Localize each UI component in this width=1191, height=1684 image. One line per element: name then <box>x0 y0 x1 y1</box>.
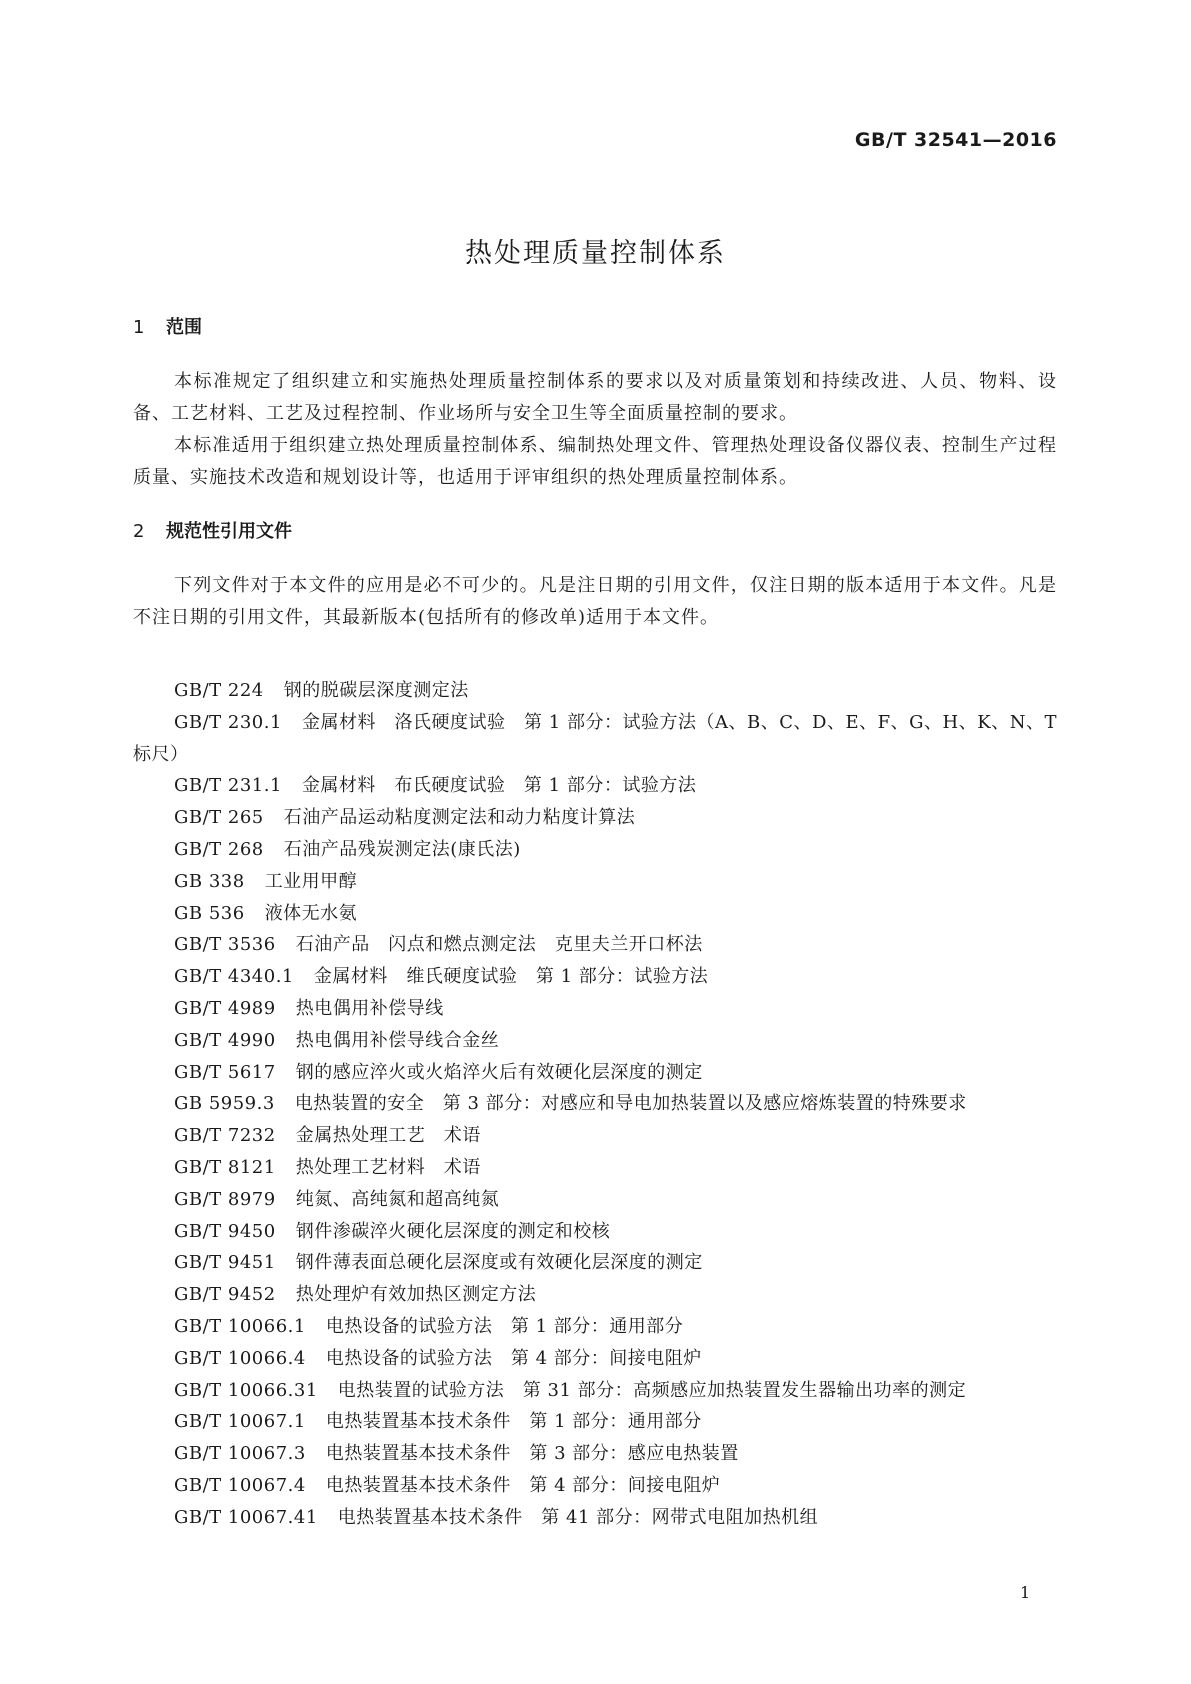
reference-item <box>133 1438 1057 1470</box>
section-title: 规范性引用文件 <box>166 521 292 542</box>
reference-code: GB/T 5617 <box>174 1061 276 1083</box>
reference-title: 金属热处理工艺 术语 <box>295 1125 481 1147</box>
reference-code: GB/T 7232 <box>174 1125 276 1147</box>
reference-code: GB/T 10066.1 <box>174 1315 306 1337</box>
reference-code: GB/T 231.1 <box>174 775 282 797</box>
reference-title: 电热装置基本技术条件 第 3 部分：感应电热装置 <box>325 1443 739 1465</box>
reference-code: GB/T 4989 <box>174 997 276 1019</box>
reference-title: 钢的感应淬火或火焰淬火后有效硬化层深度的测定 <box>295 1061 703 1083</box>
section-heading-normative-references <box>133 517 292 543</box>
reference-code: GB/T 9452 <box>174 1284 276 1306</box>
reference-code: GB 5959.3 <box>174 1093 275 1115</box>
reference-code: GB/T 10066.4 <box>174 1347 306 1369</box>
reference-item <box>133 675 1057 707</box>
reference-code: GB/T 10067.1 <box>174 1411 306 1433</box>
reference-title: 电热装置基本技术条件 第 4 部分：间接电阻炉 <box>325 1474 721 1496</box>
reference-title: 石油产品运动粘度测定法和动力粘度计算法 <box>283 807 636 829</box>
scope-paragraph: 本标准规定了组织建立和实施热处理质量控制体系的要求以及对质量策划和持续改进、人员、物料、设备、工艺材料、工艺及过程控制、作业场所与安全卫生等全面质量控制的要求。 <box>133 371 1057 424</box>
reference-code: GB/T 10067.4 <box>174 1474 306 1496</box>
reference-item <box>133 1120 1057 1152</box>
reference-code: GB 338 <box>174 870 245 892</box>
reference-code: GB/T 9450 <box>174 1220 276 1242</box>
reference-item <box>133 707 1057 771</box>
reference-item <box>133 834 1057 866</box>
reference-title: 纯氮、高纯氮和超高纯氮 <box>295 1188 500 1210</box>
reference-item <box>133 1088 1057 1120</box>
reference-item <box>133 1470 1057 1502</box>
reference-title: 液体无水氨 <box>264 902 358 924</box>
reference-title: 热电偶用补偿导线合金丝 <box>295 1029 500 1051</box>
reference-item <box>133 1184 1057 1216</box>
reference-title: 热处理炉有效加热区测定方法 <box>295 1284 537 1306</box>
reference-item <box>133 866 1057 898</box>
reference-item <box>133 1279 1057 1311</box>
reference-item <box>133 1025 1057 1057</box>
reference-item <box>133 1502 1057 1534</box>
reference-item <box>133 1406 1057 1438</box>
reference-code: GB/T 4340.1 <box>174 966 294 988</box>
reference-code: GB/T 10066.31 <box>174 1379 318 1401</box>
reference-title: 金属材料 布氏硬度试验 第 1 部分：试验方法 <box>301 775 697 797</box>
section-heading-scope <box>133 313 202 339</box>
page-number: 1 <box>1020 1583 1031 1602</box>
reference-item <box>133 1057 1057 1089</box>
reference-title: 钢件渗碳淬火硬化层深度的测定和校核 <box>295 1220 611 1242</box>
reference-item <box>133 961 1057 993</box>
reference-title: 石油产品 闪点和燃点测定法 克里夫兰开口杯法 <box>295 934 703 956</box>
reference-title: 金属材料 洛氏硬度试验 第 1 部分：试验方法（A、B、C、D、E、F、G、H、K、N、T 标尺） <box>133 711 1057 765</box>
document-title: 热处理质量控制体系 <box>465 238 726 269</box>
reference-code: GB/T 224 <box>174 680 264 701</box>
section-number: 1 <box>133 317 145 338</box>
reference-title: 电热装置的安全 第 3 部分：对感应和导电加热装置以及感应熔炼装置的特殊要求 <box>294 1093 967 1115</box>
reference-title: 电热装置的试验方法 第 31 部分：高频感应加热装置发生器输出功率的测定 <box>337 1379 967 1401</box>
reference-code: GB/T 268 <box>174 838 264 860</box>
reference-title: 电热装置基本技术条件 第 41 部分：网带式电阻加热机组 <box>337 1506 819 1528</box>
reference-item <box>133 1152 1057 1184</box>
reference-title: 石油产品残炭测定法(康氏法) <box>283 838 521 860</box>
reference-list <box>133 675 1057 1534</box>
reference-code: GB/T 10067.3 <box>174 1443 306 1465</box>
section-title: 范围 <box>166 317 202 338</box>
reference-title: 钢件薄表面总硬化层深度或有效硬化层深度的测定 <box>295 1252 703 1274</box>
reference-code: GB/T 4990 <box>174 1029 276 1051</box>
reference-item <box>133 1375 1057 1407</box>
reference-code: GB/T 9451 <box>174 1252 276 1274</box>
reference-title: 电热装置基本技术条件 第 1 部分：通用部分 <box>325 1411 702 1433</box>
reference-item <box>133 1247 1057 1279</box>
reference-item <box>133 1343 1057 1375</box>
section-number: 2 <box>133 521 145 542</box>
reference-title: 金属材料 维氏硬度试验 第 1 部分：试验方法 <box>313 966 709 988</box>
reference-item <box>133 993 1057 1025</box>
reference-code: GB 536 <box>174 902 245 924</box>
reference-item <box>133 770 1057 802</box>
reference-item <box>133 802 1057 834</box>
reference-code: GB/T 8121 <box>174 1156 276 1178</box>
references-intro-paragraph: 下列文件对于本文件的应用是必不可少的。凡是注日期的引用文件，仅注日期的版本适用于本文件。凡是不注日期的引用文件，其最新版本(包括所有的修改单)适用于本文件。 <box>133 575 1057 628</box>
reference-item <box>133 929 1057 961</box>
reference-code: GB/T 265 <box>174 807 264 829</box>
reference-title: 热电偶用补偿导线 <box>295 997 444 1019</box>
reference-code: GB/T 230.1 <box>174 711 282 733</box>
reference-code: GB/T 3536 <box>174 934 276 956</box>
reference-title: 热处理工艺材料 术语 <box>295 1156 481 1178</box>
reference-title: 电热设备的试验方法 第 1 部分：通用部分 <box>325 1315 684 1337</box>
reference-title: 工业用甲醇 <box>264 870 358 892</box>
reference-title: 钢的脱碳层深度测定法 <box>283 680 469 701</box>
standard-code: GB/T 32541—2016 <box>854 129 1057 151</box>
scope-paragraph: 本标准适用于组织建立热处理质量控制体系、编制热处理文件、管理热处理设备仪器仪表、控制生产过程质量、实施技术改造和规划设计等，也适用于评审组织的热处理质量控制体系。 <box>133 435 1057 488</box>
reference-item <box>133 898 1057 930</box>
reference-item <box>133 1216 1057 1248</box>
reference-title: 电热设备的试验方法 第 4 部分：间接电阻炉 <box>325 1347 702 1369</box>
reference-code: GB/T 10067.41 <box>174 1506 318 1528</box>
reference-item <box>133 1311 1057 1343</box>
reference-code: GB/T 8979 <box>174 1188 276 1210</box>
